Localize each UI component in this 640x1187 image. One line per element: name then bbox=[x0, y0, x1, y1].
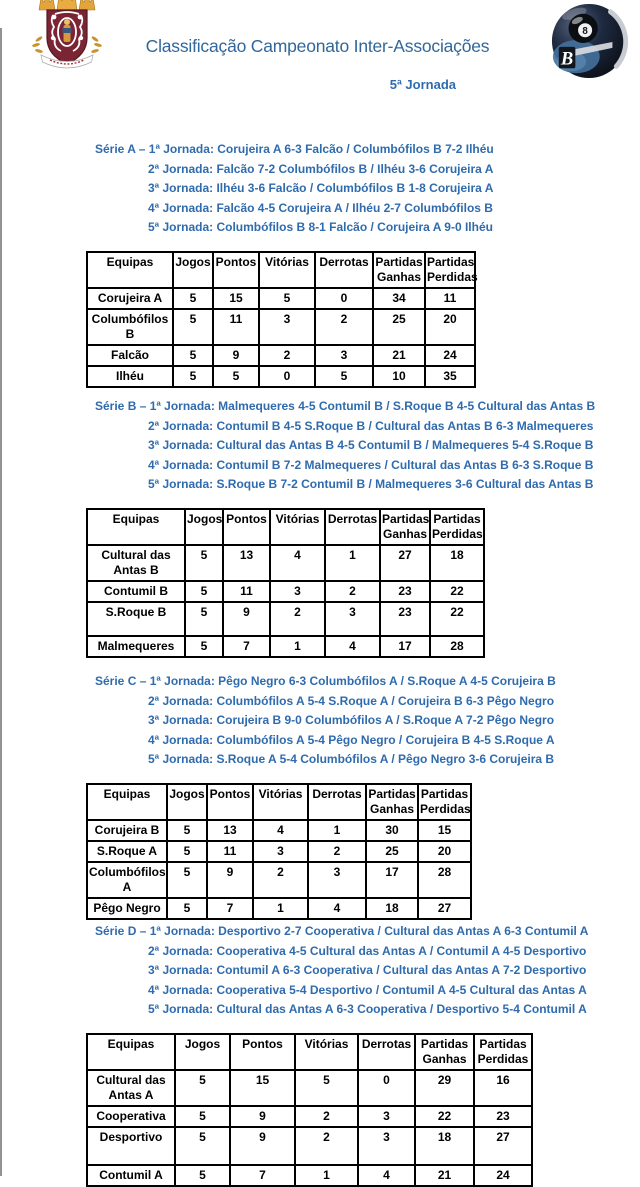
stat-cell: 29 bbox=[415, 1070, 474, 1106]
column-header: Equipas bbox=[87, 509, 185, 545]
table-row bbox=[87, 841, 471, 862]
stat-cell: 23 bbox=[380, 602, 430, 636]
stat-cell: 9 bbox=[230, 1106, 295, 1127]
stat-cell: 9 bbox=[223, 602, 270, 636]
team-cell: Pêgo Negro bbox=[87, 898, 167, 919]
stat-cell: 3 bbox=[259, 309, 315, 345]
table-row bbox=[87, 820, 471, 841]
stat-cell: 5 bbox=[173, 288, 213, 309]
stat-cell: 3 bbox=[253, 841, 308, 862]
result-line: 4ª Jornada: Columbófilos A 5-4 Pêgo Negro / Corujeira B 4-5 S.Roque A bbox=[148, 732, 555, 747]
stat-cell: 11 bbox=[213, 309, 259, 345]
column-header: Vitórias bbox=[270, 509, 325, 545]
column-header: Equipas bbox=[87, 252, 173, 288]
stat-cell: 18 bbox=[366, 898, 418, 919]
page-title: Classificação Campeonato Inter-Associações bbox=[145, 36, 490, 56]
stat-cell: 11 bbox=[425, 288, 475, 309]
stat-cell: 24 bbox=[474, 1165, 532, 1186]
table-row bbox=[87, 1127, 532, 1165]
team-cell: Desportivo bbox=[87, 1127, 175, 1165]
stat-cell: 30 bbox=[366, 820, 418, 841]
table-row bbox=[87, 602, 484, 636]
stat-cell: 5 bbox=[167, 862, 207, 898]
stat-cell: 5 bbox=[167, 841, 207, 862]
team-cell: Cultural das Antas B bbox=[87, 545, 185, 581]
stat-cell: 2 bbox=[253, 862, 308, 898]
standings-table bbox=[86, 1033, 533, 1187]
team-cell: Cooperativa bbox=[87, 1106, 175, 1127]
stat-cell: 5 bbox=[295, 1070, 358, 1106]
team-cell: Ilhéu bbox=[87, 366, 173, 387]
table-row bbox=[87, 545, 484, 581]
standings-table bbox=[86, 251, 476, 388]
team-cell: S.Roque B bbox=[87, 602, 185, 636]
column-header: Jogos bbox=[167, 784, 207, 820]
stat-cell: 27 bbox=[380, 545, 430, 581]
svg-text:8: 8 bbox=[582, 25, 588, 37]
stat-cell: 10 bbox=[373, 366, 425, 387]
result-line: 3ª Jornada: Ilhéu 3-6 Falcão / Columbófilos B 1-8 Corujeira A bbox=[148, 181, 494, 196]
stat-cell: 1 bbox=[295, 1165, 358, 1186]
stat-cell: 5 bbox=[213, 366, 259, 387]
stat-cell: 16 bbox=[474, 1070, 532, 1106]
stat-cell: 2 bbox=[259, 345, 315, 366]
stat-cell: 28 bbox=[430, 636, 484, 657]
stat-cell: 1 bbox=[325, 545, 380, 581]
stat-cell: 0 bbox=[259, 366, 315, 387]
column-header: Partidas Perdidas bbox=[430, 509, 484, 545]
stat-cell: 23 bbox=[474, 1106, 532, 1127]
column-header: Jogos bbox=[185, 509, 223, 545]
jornada-results-list bbox=[95, 397, 640, 495]
stat-cell: 20 bbox=[425, 309, 475, 345]
standings-table bbox=[86, 783, 472, 920]
stat-cell: 5 bbox=[175, 1165, 230, 1186]
table-row bbox=[87, 581, 484, 602]
stat-cell: 5 bbox=[185, 636, 223, 657]
jornada-results-list bbox=[95, 672, 640, 770]
jornada-results-list bbox=[95, 922, 640, 1020]
stat-cell: 15 bbox=[230, 1070, 295, 1106]
stat-cell: 4 bbox=[325, 636, 380, 657]
stat-cell: 1 bbox=[270, 636, 325, 657]
column-header: Vitórias bbox=[253, 784, 308, 820]
column-header: Pontos bbox=[230, 1034, 295, 1070]
team-cell: Contumil B bbox=[87, 581, 185, 602]
column-header: Partidas Perdidas bbox=[425, 252, 475, 288]
stat-cell: 3 bbox=[270, 581, 325, 602]
result-line: 2ª Jornada: Columbófilos A 5-4 S.Roque A / Corujeira B 6-3 Pêgo Negro bbox=[148, 693, 555, 708]
column-header: Partidas Ganhas bbox=[373, 252, 425, 288]
stat-cell: 5 bbox=[173, 366, 213, 387]
stat-cell: 2 bbox=[295, 1127, 358, 1165]
column-header: Partidas Ganhas bbox=[415, 1034, 474, 1070]
result-line: 3ª Jornada: Contumil A 6-3 Cooperativa / Cultural das Antas A 7-2 Desportivo bbox=[148, 963, 587, 978]
stat-cell: 7 bbox=[207, 898, 253, 919]
stat-cell: 5 bbox=[259, 288, 315, 309]
stat-cell: 17 bbox=[366, 862, 418, 898]
stat-cell: 4 bbox=[358, 1165, 415, 1186]
section-serie-a bbox=[0, 140, 640, 388]
stat-cell: 20 bbox=[418, 841, 471, 862]
stat-cell: 15 bbox=[213, 288, 259, 309]
column-header: Derrotas bbox=[308, 784, 366, 820]
svg-text:B: B bbox=[560, 48, 574, 70]
stat-cell: 5 bbox=[175, 1106, 230, 1127]
table-row bbox=[87, 636, 484, 657]
stat-cell: 5 bbox=[175, 1127, 230, 1165]
team-cell: Falcão bbox=[87, 345, 173, 366]
association-crest-logo bbox=[27, 0, 107, 76]
stat-cell: 0 bbox=[315, 288, 373, 309]
stat-cell: 25 bbox=[366, 841, 418, 862]
column-header: Derrotas bbox=[325, 509, 380, 545]
section-serie-c bbox=[0, 672, 640, 920]
team-cell: Columbófilos B bbox=[87, 309, 173, 345]
stat-cell: 4 bbox=[253, 820, 308, 841]
result-line: 4ª Jornada: Cooperativa 5-4 Desportivo / Contumil A 4-5 Cultural das Antas A bbox=[148, 982, 587, 997]
result-line: 5ª Jornada: S.Roque B 7-2 Contumil B / Malmequeres 3-6 Cultural das Antas B bbox=[148, 477, 594, 492]
table-row bbox=[87, 1106, 532, 1127]
eight-ball-icon bbox=[569, 14, 598, 43]
header-row bbox=[87, 252, 475, 288]
stat-cell: 34 bbox=[373, 288, 425, 309]
stat-cell: 5 bbox=[167, 820, 207, 841]
team-cell: Contumil A bbox=[87, 1165, 175, 1186]
table-row bbox=[87, 1070, 532, 1106]
standings-table bbox=[86, 508, 485, 658]
table-row bbox=[87, 288, 475, 309]
result-line: 5ª Jornada: S.Roque A 5-4 Columbófilos A / Pêgo Negro 3-6 Corujeira B bbox=[148, 752, 555, 767]
stat-cell: 3 bbox=[358, 1127, 415, 1165]
table-row bbox=[87, 366, 475, 387]
stat-cell: 4 bbox=[308, 898, 366, 919]
column-header: Jogos bbox=[175, 1034, 230, 1070]
section-serie-d bbox=[0, 922, 640, 1187]
column-header: Partidas Ganhas bbox=[366, 784, 418, 820]
table-row bbox=[87, 1165, 532, 1186]
stat-cell: 13 bbox=[223, 545, 270, 581]
column-header: Partidas Ganhas bbox=[380, 509, 430, 545]
column-header: Partidas Perdidas bbox=[474, 1034, 532, 1070]
column-header: Partidas Perdidas bbox=[418, 784, 471, 820]
stat-cell: 7 bbox=[230, 1165, 295, 1186]
stat-cell: 3 bbox=[325, 602, 380, 636]
stat-cell: 18 bbox=[430, 545, 484, 581]
stat-cell: 5 bbox=[173, 309, 213, 345]
result-line: 3ª Jornada: Cultural das Antas B 4-5 Contumil B / Malmequeres 5-4 S.Roque B bbox=[148, 438, 594, 453]
stat-cell: 9 bbox=[230, 1127, 295, 1165]
stat-cell: 9 bbox=[207, 862, 253, 898]
stat-cell: 5 bbox=[173, 345, 213, 366]
stat-cell: 22 bbox=[415, 1106, 474, 1127]
stat-cell: 21 bbox=[373, 345, 425, 366]
stat-cell: 9 bbox=[213, 345, 259, 366]
jornada-results-list bbox=[95, 140, 640, 238]
stat-cell: 3 bbox=[308, 862, 366, 898]
result-line: 3ª Jornada: Corujeira B 9-0 Columbófilos A / S.Roque A 7-2 Pêgo Negro bbox=[148, 713, 555, 728]
stat-cell: 5 bbox=[175, 1070, 230, 1106]
column-header: Derrotas bbox=[315, 252, 373, 288]
stat-cell: 11 bbox=[223, 581, 270, 602]
stat-cell: 21 bbox=[415, 1165, 474, 1186]
stat-cell: 18 bbox=[415, 1127, 474, 1165]
stat-cell: 2 bbox=[270, 602, 325, 636]
header-row bbox=[87, 509, 484, 545]
header-row bbox=[87, 1034, 532, 1070]
result-line: Série A – 1ª Jornada: Corujeira A 6-3 Falcão / Columbófilos B 7-2 Ilhéu bbox=[95, 142, 494, 156]
table-row bbox=[87, 309, 475, 345]
column-header: Jogos bbox=[173, 252, 213, 288]
stat-cell: 25 bbox=[373, 309, 425, 345]
stat-cell: 22 bbox=[430, 602, 484, 636]
column-header: Equipas bbox=[87, 784, 167, 820]
crest-crown-icon bbox=[39, 0, 95, 10]
result-line: 4ª Jornada: Contumil B 7-2 Malmequeres / Cultural das Antas B 6-3 S.Roque B bbox=[148, 457, 594, 472]
result-line: Série D – 1ª Jornada: Desportivo 2-7 Cooperativa / Cultural das Antas A 6-3 Contumil A bbox=[95, 924, 589, 938]
stat-cell: 7 bbox=[223, 636, 270, 657]
result-line: 2ª Jornada: Falcão 7-2 Columbófilos B / Ilhéu 3-6 Corujeira A bbox=[148, 161, 494, 176]
stat-cell: 0 bbox=[358, 1070, 415, 1106]
stat-cell: 5 bbox=[315, 366, 373, 387]
column-header: Equipas bbox=[87, 1034, 175, 1070]
stat-cell: 4 bbox=[270, 545, 325, 581]
stat-cell: 35 bbox=[425, 366, 475, 387]
section-serie-b bbox=[0, 397, 640, 658]
result-line: 2ª Jornada: Cooperativa 4-5 Cultural das Antas A / Contumil A 4-5 Desportivo bbox=[148, 943, 587, 958]
table-row bbox=[87, 862, 471, 898]
column-header: Derrotas bbox=[358, 1034, 415, 1070]
result-line: 5ª Jornada: Columbófilos B 8-1 Falcão / Corujeira A 9-0 Ilhéu bbox=[148, 220, 493, 235]
team-cell: Columbófilos A bbox=[87, 862, 167, 898]
header-row bbox=[87, 784, 471, 820]
column-header: Pontos bbox=[223, 509, 270, 545]
table-row bbox=[87, 345, 475, 366]
stat-cell: 1 bbox=[308, 820, 366, 841]
stat-cell: 23 bbox=[380, 581, 430, 602]
team-cell: Corujeira B bbox=[87, 820, 167, 841]
result-line: Série B – 1ª Jornada: Malmequeres 4-5 Contumil B / S.Roque B 4-5 Cultural das Antas B bbox=[95, 399, 596, 413]
stat-cell: 5 bbox=[167, 898, 207, 919]
stat-cell: 28 bbox=[418, 862, 471, 898]
stat-cell: 22 bbox=[430, 581, 484, 602]
team-cell: Corujeira A bbox=[87, 288, 173, 309]
stat-cell: 15 bbox=[418, 820, 471, 841]
stat-cell: 27 bbox=[418, 898, 471, 919]
stat-cell: 5 bbox=[185, 581, 223, 602]
column-header: Pontos bbox=[207, 784, 253, 820]
stat-cell: 5 bbox=[185, 602, 223, 636]
stat-cell: 17 bbox=[380, 636, 430, 657]
column-header: Vitórias bbox=[259, 252, 315, 288]
stat-cell: 3 bbox=[358, 1106, 415, 1127]
stat-cell: 13 bbox=[207, 820, 253, 841]
team-cell: Cultural das Antas A bbox=[87, 1070, 175, 1106]
logo-letter-b bbox=[559, 47, 576, 70]
table-row bbox=[87, 898, 471, 919]
stat-cell: 2 bbox=[308, 841, 366, 862]
team-cell: Malmequeres bbox=[87, 636, 185, 657]
stat-cell: 27 bbox=[474, 1127, 532, 1165]
stat-cell: 2 bbox=[315, 309, 373, 345]
result-line: 2ª Jornada: Contumil B 4-5 S.Roque B / Cultural das Antas B 6-3 Malmequeres bbox=[148, 418, 594, 433]
team-cell: S.Roque A bbox=[87, 841, 167, 862]
result-line: Série C – 1ª Jornada: Pêgo Negro 6-3 Columbófilos A / S.Roque A 4-5 Corujeira B bbox=[95, 674, 556, 688]
column-header: Pontos bbox=[213, 252, 259, 288]
stat-cell: 24 bbox=[425, 345, 475, 366]
stat-cell: 3 bbox=[315, 345, 373, 366]
billiards-association-logo bbox=[550, 2, 628, 80]
result-line: 4ª Jornada: Falcão 4-5 Corujeira A / Ilhéu 2-7 Columbófilos B bbox=[148, 200, 493, 215]
stat-cell: 5 bbox=[185, 545, 223, 581]
stat-cell: 1 bbox=[253, 898, 308, 919]
stat-cell: 2 bbox=[325, 581, 380, 602]
column-header: Vitórias bbox=[295, 1034, 358, 1070]
stat-cell: 11 bbox=[207, 841, 253, 862]
jornada-subtitle: 5ª Jornada bbox=[389, 77, 456, 92]
result-line: 5ª Jornada: Cultural das Antas A 6-3 Cooperativa / Desportivo 5-4 Contumil A bbox=[148, 1002, 587, 1017]
stat-cell: 2 bbox=[295, 1106, 358, 1127]
